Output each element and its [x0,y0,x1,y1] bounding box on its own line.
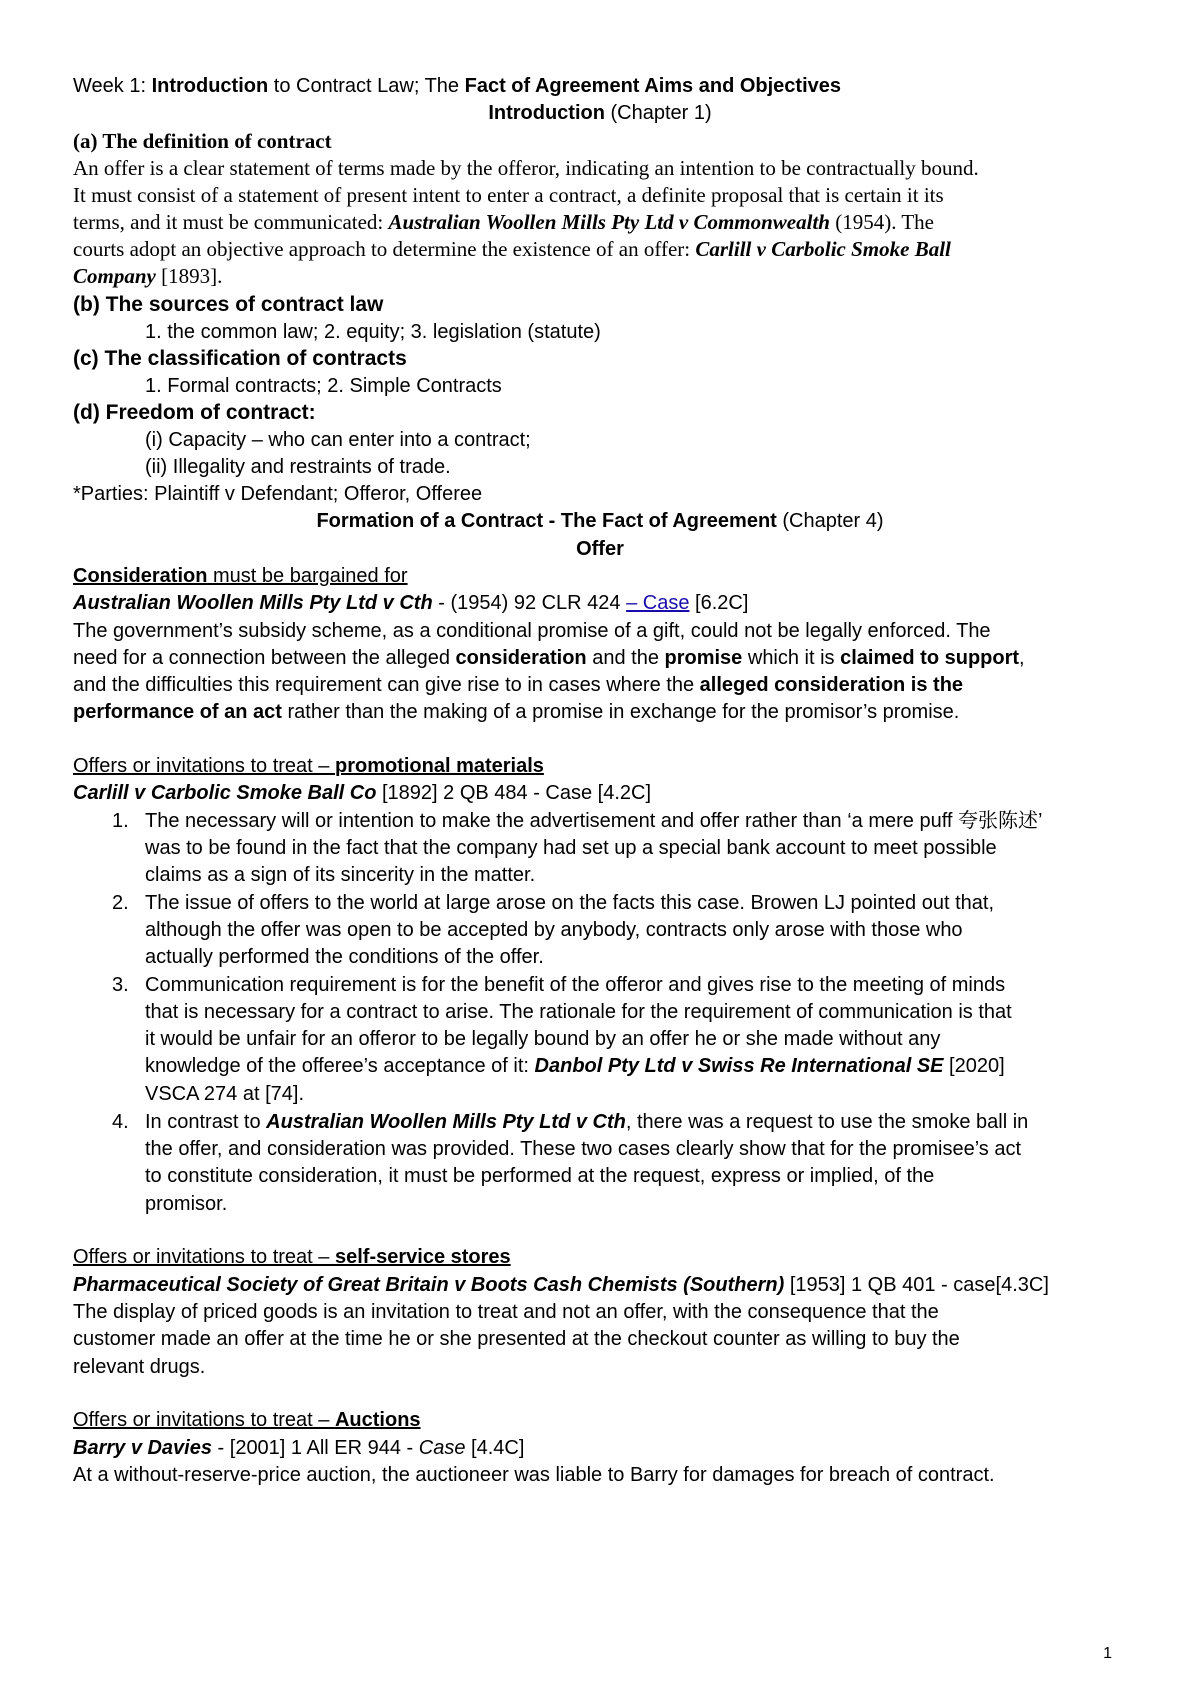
list-item-line: promisor. [145,1193,228,1215]
formation-rest: (Chapter 4) [776,510,884,532]
emphasis: alleged consideration is the [699,674,964,696]
text-span: [2020] [943,1055,1005,1077]
list-number: 4. [112,1111,129,1133]
case-citation: - [2001] 1 All ER 944 - [211,1437,419,1459]
intro-heading [0,99,1200,128]
case-citation: - (1954) 92 CLR 424 [432,592,627,614]
case-citation: [1953] 1 QB 401 - case[4.3C] [784,1274,1049,1296]
case-name: Barry v Davies [73,1437,212,1459]
list-item-line [145,1108,1140,1137]
section-a-line [73,262,1140,291]
list-item-line: The issue of offers to the world at large arose on the facts this case. Browen LJ pointed out that, [145,892,995,914]
formation-bold: Formation of a Contract - The Fact of Agreement [316,510,777,532]
parties-note: *Parties: Plaintiff v Defendant; Offeror, Offeree [73,483,483,505]
list-number: 1. [112,810,129,832]
heading-bold: self-service stores [334,1246,511,1268]
text-span: , there was a request to use the smoke ball in [625,1111,1029,1133]
document-title [73,72,1140,101]
case-name: Australian Woollen Mills Pty Ltd v Commonwealth [388,210,830,234]
case-name: Carlill v Carbolic Smoke Ball [695,237,951,261]
list-item-line: actually performed the conditions of the offer. [145,946,544,968]
section-c-heading: (c) The classification of contracts [73,347,407,370]
consideration-line: The government’s subsidy scheme, as a conditional promise of a gift, could not be legally enforced. The [73,620,991,642]
section-c-text: 1. Formal contracts; 2. Simple Contracts [145,375,502,397]
section-a-line [73,235,1140,264]
consideration-case [73,589,1140,618]
self-service-heading [73,1243,1140,1272]
formation-heading [0,507,1200,536]
list-item-line: was to be found in the fact that the company had set up a special bank account to meet possible [145,837,997,859]
list-number: 3. [112,974,129,996]
intro-heading-rest: (Chapter 1) [604,102,712,124]
text-span: knowledge of the offeree’s acceptance of it: [145,1055,535,1077]
case-name: Pharmaceutical Society of Great Britain v Boots Cash Chemists (Southern) [73,1274,785,1296]
section-a-line: It must consist of a statement of present intent to enter a contract, a definite proposal that is certain it its [73,183,944,207]
case-word: Case [418,1437,466,1459]
list-item-line: that is necessary for a contract to arise. The rationale for the requirement of communication is that [145,1001,1012,1023]
section-d-item: (i) Capacity – who can enter into a contract; [145,429,531,451]
section-d-heading: (d) Freedom of contract: [73,401,316,424]
list-item-line: to constitute consideration, it must be performed at the request, express or implied, of the [145,1165,935,1187]
section-d-item: (ii) Illegality and restraints of trade. [145,456,451,478]
emphasis: promise [664,647,743,669]
heading-prefix: Offers or invitations to treat – [73,1246,335,1268]
consideration-heading [73,562,1140,591]
case-citation: [1892] 2 QB 484 - Case [4.2C] [376,782,652,804]
text-span: rather than the making of a promise in exchange for the promisor’s promise. [281,701,960,723]
emphasis: claimed to support [840,647,1020,669]
consideration-line [73,698,1140,727]
text-span: In contrast to [145,1111,267,1133]
offer-heading: Offer [576,538,624,560]
promo-heading [73,752,1140,781]
case-reference: [6.2C] [689,592,749,614]
self-service-line: The display of priced goods is an invitation to treat and not an offer, with the consequence that the [73,1301,939,1323]
emphasis: performance of an act [73,701,282,723]
heading-prefix: Offers or invitations to treat – [73,1409,335,1431]
list-item-line: claims as a sign of its sincerity in the matter. [145,864,536,886]
emphasis: consideration [455,647,587,669]
text-span: courts adopt an objective approach to determine the existence of an offer: [73,237,696,261]
case-name: Australian Woollen Mills Pty Ltd v Cth [266,1111,626,1133]
list-item-line: although the offer was open to be accepted by anybody, contracts only arose with those who [145,919,963,941]
section-b-heading: (b) The sources of contract law [73,293,384,316]
auctions-heading [73,1406,1140,1435]
self-service-line: customer made an offer at the time he or she presented at the checkout counter as willing to buy the [73,1328,960,1350]
list-item-line: VSCA 274 at [74]. [145,1083,304,1105]
section-a-heading: (a) The definition of contract [73,129,332,153]
text-span: and the difficulties this requirement can give rise to in cases where the [73,674,700,696]
intro-heading-bold: Introduction [488,102,605,124]
text-span: need for a connection between the alleged [73,647,456,669]
text-span: terms, and it must be communicated: [73,210,389,234]
promo-case [73,779,1140,808]
self-service-case [73,1271,1140,1300]
title-fact: Fact of Agreement Aims and Objectives [464,75,842,97]
heading-bold: Auctions [334,1409,421,1431]
consideration-line [73,671,1140,700]
consideration-heading-bold: Consideration [73,565,208,587]
list-item-line: it would be unfair for an offeror to be legally bound by an offer he or she made without any [145,1028,941,1050]
case-name: Australian Woollen Mills Pty Ltd v Cth [73,592,433,614]
consideration-line [73,644,1140,673]
section-a-line [73,208,1140,237]
auctions-line: At a without-reserve-price auction, the auctioneer was liable to Barry for damages for breach of contract. [73,1464,995,1486]
list-item-line: the offer, and consideration was provided. These two cases clearly show that for the promisee’s act [145,1138,1022,1160]
section-b-text: 1. the common law; 2. equity; 3. legislation (statute) [145,321,601,343]
text-span: [1893]. [155,264,223,288]
self-service-line: relevant drugs. [73,1356,206,1378]
case-name: Company [73,264,156,288]
auctions-case [73,1434,1140,1463]
case-name: Carlill v Carbolic Smoke Ball Co [73,782,377,804]
consideration-heading-rest: must be bargained for [207,565,408,587]
case-reference: [4.4C] [465,1437,525,1459]
text-span: which it is [742,647,841,669]
list-item-line [145,1052,1140,1081]
page-number: 1 [1103,1645,1112,1662]
case-name: Danbol Pty Ltd v Swiss Re International SE [534,1055,944,1077]
list-item-line: Communication requirement is for the benefit of the offeror and gives rise to the meeting of minds [145,974,1006,996]
text-span: , [1019,647,1025,669]
list-number: 2. [112,892,129,914]
case-link[interactable]: – Case [626,592,690,614]
title-mid: to Contract Law; The [268,75,465,97]
heading-bold: promotional materials [334,755,544,777]
heading-prefix: Offers or invitations to treat – [73,755,335,777]
title-week: Week 1: [73,75,152,97]
text-span: and the [586,647,665,669]
list-item-line: The necessary will or intention to make the advertisement and offer rather than ‘a mere puff 夸张陈述’ [145,810,1043,832]
section-a-line: An offer is a clear statement of terms made by the offeror, indicating an intention to be contractually bound. [73,156,979,180]
title-intro: Introduction [151,75,269,97]
text-span: (1954). The [829,210,934,234]
